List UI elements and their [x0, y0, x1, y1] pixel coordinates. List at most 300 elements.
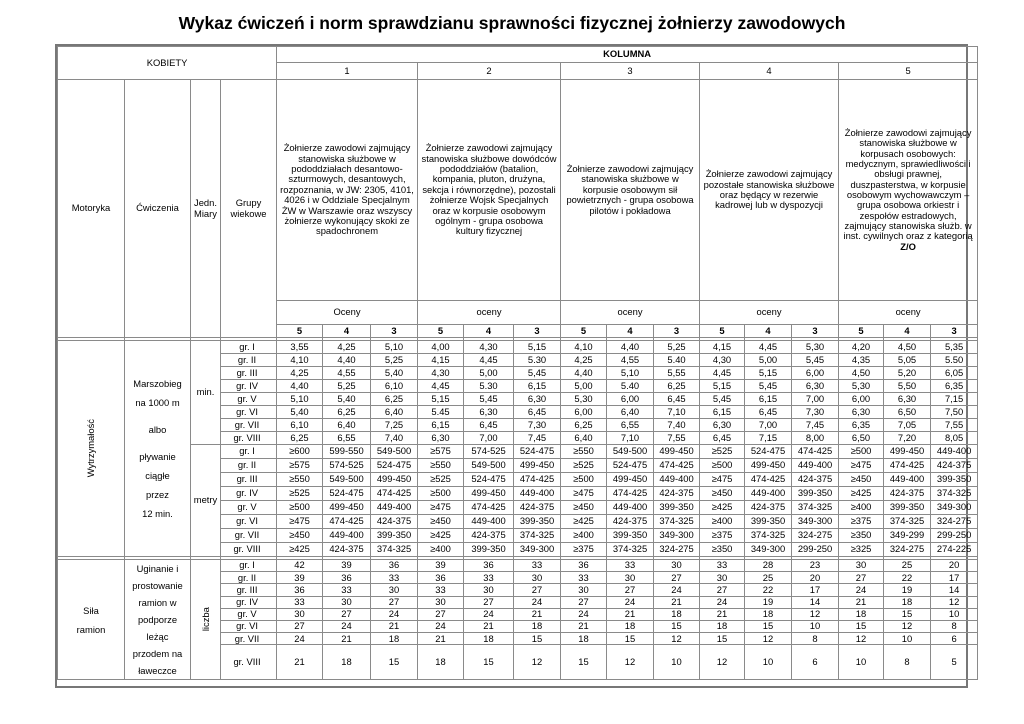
norm-cell: 374-325	[931, 487, 978, 501]
age-group: gr. II	[221, 572, 277, 584]
norm-cell: 5.30	[514, 354, 561, 367]
norm-cell: 15	[654, 621, 700, 633]
norm-cell: 21	[839, 596, 884, 608]
jedn-miary-header: Jedn. Miary	[191, 80, 221, 338]
norm-cell: 5,25	[323, 380, 371, 393]
norm-cell: 10	[654, 645, 700, 680]
norm-cell: 5,30	[792, 341, 839, 354]
age-group: gr. I	[221, 341, 277, 354]
norm-cell: 20	[931, 560, 978, 572]
norm-cell: 6	[931, 633, 978, 645]
norm-cell: 4,15	[418, 354, 464, 367]
norm-cell: 18	[884, 596, 931, 608]
norm-cell: ≥400	[418, 543, 464, 557]
norm-cell: 7,55	[931, 419, 978, 432]
norm-cell: ≥475	[418, 501, 464, 515]
norm-cell: 474-425	[464, 501, 514, 515]
norm-cell: ≥425	[561, 515, 607, 529]
norm-cell: 4,50	[884, 341, 931, 354]
norm-cell: ≥400	[700, 515, 745, 529]
grade-header: 4	[323, 325, 371, 338]
norm-cell: 7,25	[371, 419, 418, 432]
norm-cell: 6,30	[464, 406, 514, 419]
norm-cell: 5,35	[931, 341, 978, 354]
norm-cell: 27	[839, 572, 884, 584]
sila-exercise	[125, 560, 191, 680]
age-group: gr. II	[221, 459, 277, 473]
text-line: na 1000 m	[135, 397, 180, 408]
norm-cell: 424-375	[884, 487, 931, 501]
norm-cell: 18	[323, 645, 371, 680]
norm-cell: 4,45	[464, 354, 514, 367]
grade-header: 5	[839, 325, 884, 338]
oceny-label: oceny	[561, 301, 700, 325]
text-line: podporze	[137, 614, 178, 625]
norm-cell: 27	[418, 608, 464, 620]
norm-cell: 524-475	[607, 459, 654, 473]
norm-cell: 30	[607, 572, 654, 584]
norm-cell: 6,40	[323, 419, 371, 432]
norm-cell: 5,55	[654, 367, 700, 380]
norm-cell: 18	[418, 645, 464, 680]
norm-cell: 17	[792, 584, 839, 596]
vertical-label: liczba	[199, 607, 211, 632]
norm-cell: 27	[323, 608, 371, 620]
wytrzymalosc-label	[58, 341, 125, 557]
norm-cell: 21	[323, 633, 371, 645]
norm-cell: 7,20	[884, 432, 931, 445]
norm-cell: 12	[514, 645, 561, 680]
norm-cell: 24	[418, 621, 464, 633]
norm-cell: ≥500	[277, 501, 323, 515]
kolumna-number: 4	[700, 63, 839, 80]
norm-cell: 20	[792, 572, 839, 584]
norm-cell: 549-500	[607, 445, 654, 459]
norm-cell: 30	[418, 596, 464, 608]
norm-cell: 424-375	[371, 515, 418, 529]
norm-cell: 33	[514, 560, 561, 572]
norm-cell: 374-325	[514, 529, 561, 543]
norm-cell: 524-475	[514, 445, 561, 459]
norm-cell: 12	[607, 645, 654, 680]
norm-cell: 4,25	[561, 354, 607, 367]
norm-cell: 42	[277, 560, 323, 572]
norm-cell: 5,10	[277, 393, 323, 406]
norm-cell: 6,50	[884, 406, 931, 419]
norm-cell: 18	[607, 621, 654, 633]
column-description-text: Żołnierze zawodowi zajmujący stanowiska służbowe dowódców pododdziałów (batalion, kompania, pluton, drużyna, sekcja i równorzędne), pozostali żołnierze Wojsk Specjalnych oraz w korpusie osobowym ogólnym - grupa osobowa kultury fizycznej	[421, 142, 557, 237]
norm-cell: ≥525	[277, 487, 323, 501]
kolumna-header: KOLUMNA	[277, 47, 978, 63]
norm-cell: 474-425	[792, 445, 839, 459]
norm-cell: 5,45	[700, 393, 745, 406]
norm-cell: 21	[277, 645, 323, 680]
norm-cell: 33	[464, 572, 514, 584]
norm-cell: 5,10	[607, 367, 654, 380]
norm-cell: 7,40	[654, 419, 700, 432]
norm-cell: 30	[700, 572, 745, 584]
norm-cell: 7,15	[931, 393, 978, 406]
norm-cell: 21	[371, 621, 418, 633]
norm-cell: 10	[792, 621, 839, 633]
norm-cell: 399-350	[792, 487, 839, 501]
norm-cell: 6,10	[371, 380, 418, 393]
norm-cell: 4,40	[277, 380, 323, 393]
norm-cell: 24	[654, 584, 700, 596]
norm-cell: 5,10	[371, 341, 418, 354]
text-line: ławeczce	[138, 665, 177, 676]
norm-cell: 21	[514, 608, 561, 620]
column-description	[700, 80, 839, 301]
text-line: albo	[148, 424, 167, 435]
age-group: gr. IV	[221, 380, 277, 393]
grade-header: 3	[514, 325, 561, 338]
norm-cell: 6,25	[561, 419, 607, 432]
norm-cell: 21	[654, 596, 700, 608]
norm-cell: ≥500	[839, 445, 884, 459]
norm-cell: 6	[792, 645, 839, 680]
norm-cell: 15	[607, 633, 654, 645]
grade-header: 5	[418, 325, 464, 338]
norm-cell: 4,40	[323, 354, 371, 367]
unit-min: min.	[191, 341, 221, 445]
norm-cell: 22	[745, 584, 792, 596]
norm-cell: 30	[277, 608, 323, 620]
norm-cell: 30	[561, 584, 607, 596]
norm-cell: 349-300	[931, 501, 978, 515]
norm-cell: 5.30	[464, 380, 514, 393]
norm-cell: 574-525	[464, 445, 514, 459]
norm-cell: ≥600	[277, 445, 323, 459]
norm-cell: 324-275	[792, 529, 839, 543]
norm-cell: 4,25	[323, 341, 371, 354]
norm-cell: 22	[884, 572, 931, 584]
norm-cell: 399-350	[884, 501, 931, 515]
norm-cell: 27	[654, 572, 700, 584]
norm-cell: 36	[464, 560, 514, 572]
norm-cell: 549-500	[371, 445, 418, 459]
norm-cell: 24	[607, 596, 654, 608]
norm-cell: 5,00	[464, 367, 514, 380]
norm-cell: 6,00	[792, 367, 839, 380]
norm-cell: 5,45	[514, 367, 561, 380]
norm-cell: 474-425	[654, 459, 700, 473]
norm-cell: 6,55	[323, 432, 371, 445]
norm-cell: 30	[654, 560, 700, 572]
norm-cell: ≥500	[418, 487, 464, 501]
norm-cell: 499-450	[884, 445, 931, 459]
norms-table	[57, 46, 978, 680]
norm-cell: 5,20	[884, 367, 931, 380]
norm-cell: 21	[464, 621, 514, 633]
norm-cell: 6,00	[607, 393, 654, 406]
norm-cell: ≥450	[561, 501, 607, 515]
norm-cell: 7,10	[607, 432, 654, 445]
column-description	[418, 80, 561, 301]
age-group: gr. V	[221, 608, 277, 620]
norm-cell: 36	[561, 560, 607, 572]
norm-cell: 4,45	[745, 341, 792, 354]
norm-cell: 474-425	[323, 515, 371, 529]
norm-cell: 5,00	[561, 380, 607, 393]
age-group: gr. III	[221, 473, 277, 487]
norm-cell: 6,15	[514, 380, 561, 393]
norm-cell: 449-400	[884, 473, 931, 487]
text-line: Siła	[83, 604, 99, 616]
norm-cell: 549-500	[323, 473, 371, 487]
norm-cell: 424-375	[931, 459, 978, 473]
norm-cell: 30	[323, 596, 371, 608]
norm-cell: 524-475	[323, 487, 371, 501]
text-line: Marszobieg	[133, 378, 182, 389]
norm-cell: 4,20	[839, 341, 884, 354]
norm-cell: 499-450	[654, 445, 700, 459]
norm-cell: ≥450	[277, 529, 323, 543]
age-group: gr. III	[221, 584, 277, 596]
norm-cell: 5,15	[514, 341, 561, 354]
kolumna-number: 5	[839, 63, 978, 80]
norm-cell: ≥375	[700, 529, 745, 543]
norm-cell: ≥425	[418, 529, 464, 543]
text-line: prostowanie	[132, 580, 183, 591]
norm-cell: 5,15	[418, 393, 464, 406]
column-description	[839, 80, 978, 301]
kobiety-header: KOBIETY	[58, 47, 277, 80]
norm-cell: 18	[745, 608, 792, 620]
norm-cell: 21	[418, 633, 464, 645]
norm-cell: 449-400	[323, 529, 371, 543]
norm-cell: 27	[561, 596, 607, 608]
text-line: ramion	[76, 623, 106, 635]
norm-cell: ≥375	[561, 543, 607, 557]
oceny-label: oceny	[418, 301, 561, 325]
norm-cell: 12	[792, 608, 839, 620]
norm-cell: 12	[700, 645, 745, 680]
norm-cell: 8	[931, 621, 978, 633]
norm-cell: 524-475	[464, 473, 514, 487]
page-title: Wykaz ćwiczeń i norm sprawdzianu sprawności fizycznej żołnierzy zawodowych	[178, 13, 846, 33]
norm-cell: 449-400	[607, 501, 654, 515]
norm-cell: 399-350	[654, 501, 700, 515]
unit-metry: metry	[191, 445, 221, 557]
norm-cell: ≥550	[418, 459, 464, 473]
norm-cell: 33	[561, 572, 607, 584]
norm-cell: 33	[607, 560, 654, 572]
norm-cell: 5,40	[277, 406, 323, 419]
column-description-text: Żołnierze zawodowi zajmujący pozostałe stanowiska służbowe oraz będący w rezerwie kadrowej lub w dyspozycji	[703, 168, 835, 211]
column-description	[561, 80, 700, 301]
text-line: ciągłe	[145, 470, 170, 481]
norm-cell: 599-550	[323, 445, 371, 459]
norm-cell: 4,15	[700, 341, 745, 354]
norm-cell: 474-425	[884, 459, 931, 473]
column-description-text: Żołnierze zawodowi zajmujący stanowiska służbowe w korpusie osobowym sił powietrznych - grupa osobowa pilotów i pokładowa	[566, 163, 694, 216]
norm-cell: 299-250	[792, 543, 839, 557]
norm-cell: 6,15	[418, 419, 464, 432]
norm-cell: 5,50	[884, 380, 931, 393]
norm-cell: 24	[371, 608, 418, 620]
norm-cell: 399-350	[607, 529, 654, 543]
norm-cell: ≥475	[561, 487, 607, 501]
norm-cell: 5.40	[607, 380, 654, 393]
norm-cell: ≥500	[700, 459, 745, 473]
norm-cell: 524-475	[371, 459, 418, 473]
norm-cell: 7,00	[464, 432, 514, 445]
norm-cell: ≥525	[418, 473, 464, 487]
norm-cell: ≥450	[700, 487, 745, 501]
norm-cell: 6,35	[931, 380, 978, 393]
norm-cell: 5,45	[464, 393, 514, 406]
norm-cell: ≥450	[839, 473, 884, 487]
norm-cell: ≥400	[839, 501, 884, 515]
norm-cell: 18	[839, 608, 884, 620]
norm-cell: 15	[464, 645, 514, 680]
norm-cell: 27	[464, 596, 514, 608]
norm-cell: 5,25	[371, 354, 418, 367]
age-group: gr. VII	[221, 419, 277, 432]
norm-cell: 18	[464, 633, 514, 645]
norm-cell: 6,45	[745, 406, 792, 419]
norm-cell: 7,10	[654, 406, 700, 419]
norm-cell: 4,50	[839, 367, 884, 380]
norm-cell: 12	[654, 633, 700, 645]
norm-cell: 6,30	[418, 432, 464, 445]
norm-cell: 15	[884, 608, 931, 620]
norm-cell: 4,45	[418, 380, 464, 393]
norm-cell: 5,45	[792, 354, 839, 367]
norm-cell: 21	[607, 608, 654, 620]
norm-cell: 7,30	[792, 406, 839, 419]
age-group: gr. VII	[221, 633, 277, 645]
oceny-label: oceny	[839, 301, 978, 325]
norm-cell: 424-375	[607, 515, 654, 529]
age-group: gr. VII	[221, 529, 277, 543]
norm-cell: 4,40	[561, 367, 607, 380]
norm-cell: 6,55	[607, 419, 654, 432]
norm-cell: ≥425	[839, 487, 884, 501]
norm-cell: 6,25	[277, 432, 323, 445]
norm-cell: 5	[931, 645, 978, 680]
grade-header: 3	[371, 325, 418, 338]
norm-cell: 349-300	[745, 543, 792, 557]
norm-cell: 6,35	[839, 419, 884, 432]
norm-cell: 15	[839, 621, 884, 633]
norm-cell: ≥475	[277, 515, 323, 529]
norm-cell: 424-375	[792, 473, 839, 487]
norm-cell: 6,45	[514, 406, 561, 419]
norm-cell: 6,05	[931, 367, 978, 380]
norm-cell: 19	[745, 596, 792, 608]
norm-cell: 6,25	[323, 406, 371, 419]
norm-cell: ≥525	[561, 459, 607, 473]
norm-cell: 424-375	[323, 543, 371, 557]
norm-cell: 324-275	[654, 543, 700, 557]
norm-cell: 6,45	[464, 419, 514, 432]
norm-cell: 12	[745, 633, 792, 645]
norm-cell: 12	[931, 596, 978, 608]
norm-cell: 449-400	[654, 473, 700, 487]
column-description-text: Żołnierze zawodowi zajmujący stanowiska służbowe w korpusach osobowych: medycznym, sprawiedliwości i obsługi prawnej, duszpasterstwa, w korpusie osobowym wychowawczym – grupa osobowa orkiestr i zespołów estradowych, zajmujący stanowiska służb. w inst. cywilnych oraz z kategorią	[843, 126, 973, 242]
norm-cell: 5.50	[931, 354, 978, 367]
kolumna-number: 3	[561, 63, 700, 80]
norm-cell: 33	[418, 584, 464, 596]
norm-cell: 6,30	[514, 393, 561, 406]
grade-header: 4	[464, 325, 514, 338]
age-group: gr. II	[221, 354, 277, 367]
norm-cell: 6,30	[884, 393, 931, 406]
norm-cell: 25	[745, 572, 792, 584]
norm-cell: 5.40	[654, 354, 700, 367]
norm-cell: 349-299	[884, 529, 931, 543]
norm-cell: ≥575	[418, 445, 464, 459]
norm-cell: 399-350	[464, 543, 514, 557]
norm-cell: 30	[514, 572, 561, 584]
norm-cell: 39	[277, 572, 323, 584]
text-line: leżąc	[146, 631, 169, 642]
age-group: gr. VIII	[221, 645, 277, 680]
norm-cell: 6,30	[700, 419, 745, 432]
norm-cell: 499-450	[607, 473, 654, 487]
norm-cell: 6,40	[561, 432, 607, 445]
norm-cell: 7,15	[745, 432, 792, 445]
norm-cell: 374-325	[792, 501, 839, 515]
norm-cell: ≥500	[561, 473, 607, 487]
norm-cell: 449-400	[792, 459, 839, 473]
norm-cell: 6,45	[700, 432, 745, 445]
norm-cell: 15	[561, 645, 607, 680]
norm-cell: 549-500	[464, 459, 514, 473]
norm-cell: 324-275	[884, 543, 931, 557]
unit-liczba	[191, 560, 221, 680]
age-group: gr. VIII	[221, 432, 277, 445]
norm-cell: 299-250	[931, 529, 978, 543]
column-description	[277, 80, 418, 301]
norm-cell: 12	[884, 621, 931, 633]
norm-cell: ≥550	[561, 445, 607, 459]
norm-cell: 25	[884, 560, 931, 572]
norm-cell: 8	[792, 633, 839, 645]
norm-cell: 5,15	[745, 367, 792, 380]
norm-cell: 27	[514, 584, 561, 596]
norm-cell: 8,05	[931, 432, 978, 445]
oceny-label: Oceny	[277, 301, 418, 325]
norm-cell: 399-350	[514, 515, 561, 529]
norm-cell: 7,00	[792, 393, 839, 406]
grade-header: 5	[700, 325, 745, 338]
norm-cell: 6,30	[792, 380, 839, 393]
norm-cell: ≥325	[839, 543, 884, 557]
norm-cell: 6,40	[607, 406, 654, 419]
norm-cell: 7,30	[514, 419, 561, 432]
norm-cell: 6,10	[277, 419, 323, 432]
age-group: gr. V	[221, 393, 277, 406]
age-group: gr. IV	[221, 596, 277, 608]
norm-cell: 23	[792, 560, 839, 572]
norm-cell: 5,25	[654, 341, 700, 354]
norm-cell: 7,45	[514, 432, 561, 445]
grade-header: 3	[792, 325, 839, 338]
norm-cell: 33	[371, 572, 418, 584]
norm-cell: 349-300	[792, 515, 839, 529]
norm-cell: 424-375	[745, 501, 792, 515]
norm-cell: 15	[700, 633, 745, 645]
text-line: ramion w	[138, 597, 177, 608]
norm-cell: ≥450	[418, 515, 464, 529]
norm-cell: 399-350	[371, 529, 418, 543]
norm-cell: 399-350	[931, 473, 978, 487]
oceny-label: oceny	[700, 301, 839, 325]
text-line: pływanie	[139, 451, 176, 462]
